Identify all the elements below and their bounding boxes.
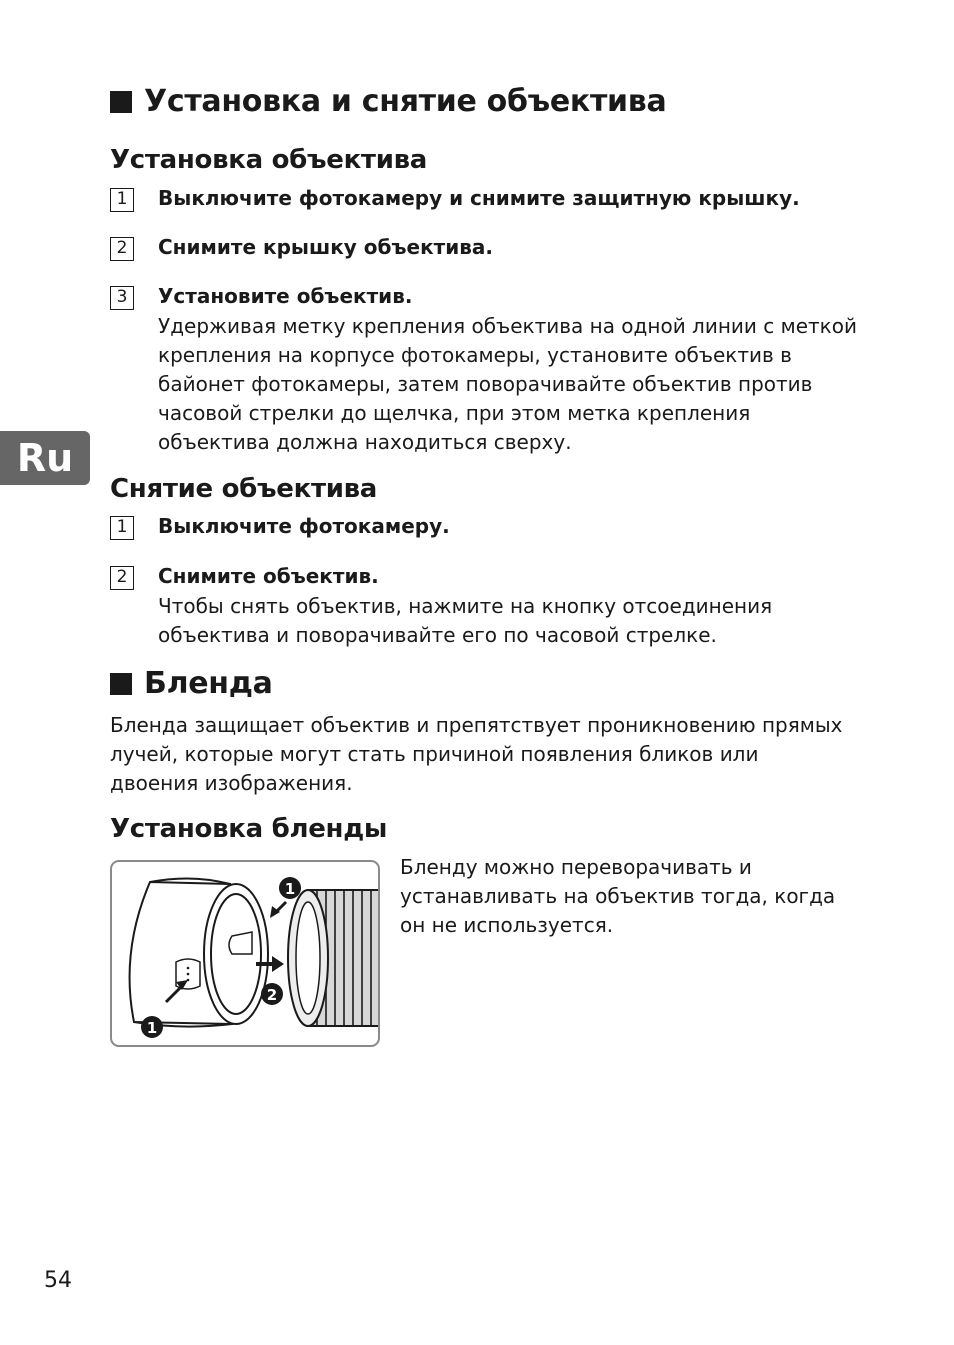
step-title: Выключите фотокамеру. — [158, 514, 450, 538]
hood-intro: Бленда защищает объектив и препятствует проникновению прямых лучей, которые могут стать причиной появления бликов или двоения изображения. — [110, 713, 843, 795]
square-bullet-icon — [110, 91, 132, 113]
step-number: 1 — [110, 516, 134, 540]
callout-label: 1 — [146, 1019, 158, 1037]
callout-marker — [279, 877, 301, 899]
hood-illustration — [110, 860, 380, 1047]
language-tab: Ru — [0, 431, 90, 485]
callout-label: 1 — [284, 880, 296, 898]
step-body: Чтобы снять объектив, нажмите на кнопку отсоединения объектива и поворачивайте его по часовой стрелке. — [158, 594, 773, 647]
attach-step-3 — [110, 284, 870, 459]
step-number: 3 — [110, 286, 134, 310]
detach-step-1 — [110, 514, 870, 544]
step-title: Установите объектив. — [158, 284, 413, 308]
section-heading-hood — [110, 666, 273, 701]
subheading-hood-attach: Установка бленды — [110, 814, 388, 844]
hood-lens-drawing — [112, 862, 378, 1045]
section-heading-hood-text: Бленда — [144, 666, 273, 701]
attach-step-1 — [110, 186, 870, 216]
callout-marker — [261, 983, 283, 1005]
callout-marker — [141, 1016, 163, 1038]
detach-step-2 — [110, 564, 870, 654]
attach-step-2 — [110, 235, 870, 265]
hood-note: Бленду можно переворачивать и устанавливать на объектив тогда, когда он не используется. — [400, 855, 836, 937]
section-heading-lens — [110, 84, 666, 119]
step-number: 2 — [110, 237, 134, 261]
step-number: 2 — [110, 566, 134, 590]
subheading-detach: Снятие объектива — [110, 474, 378, 504]
step-title: Выключите фотокамеру и снимите защитную крышку. — [158, 186, 800, 210]
step-number: 1 — [110, 188, 134, 212]
section-heading-lens-text: Установка и снятие объектива — [144, 84, 667, 119]
square-bullet-icon — [110, 673, 132, 695]
callout-label: 2 — [266, 986, 278, 1004]
step-title: Снимите объектив. — [158, 564, 379, 588]
page-number: 54 — [44, 1268, 72, 1293]
step-body: Удерживая метку крепления объектива на одной линии с меткой крепления на корпусе фотокамеры, установите объектив в байонет фотокамеры, затем поворачивайте объектив против часовой стрелки до щелчка, при этом метка крепления объектива должна находиться сверху. — [158, 314, 857, 454]
step-title: Снимите крышку объектива. — [158, 235, 494, 259]
subheading-attach: Установка объектива — [110, 145, 428, 175]
